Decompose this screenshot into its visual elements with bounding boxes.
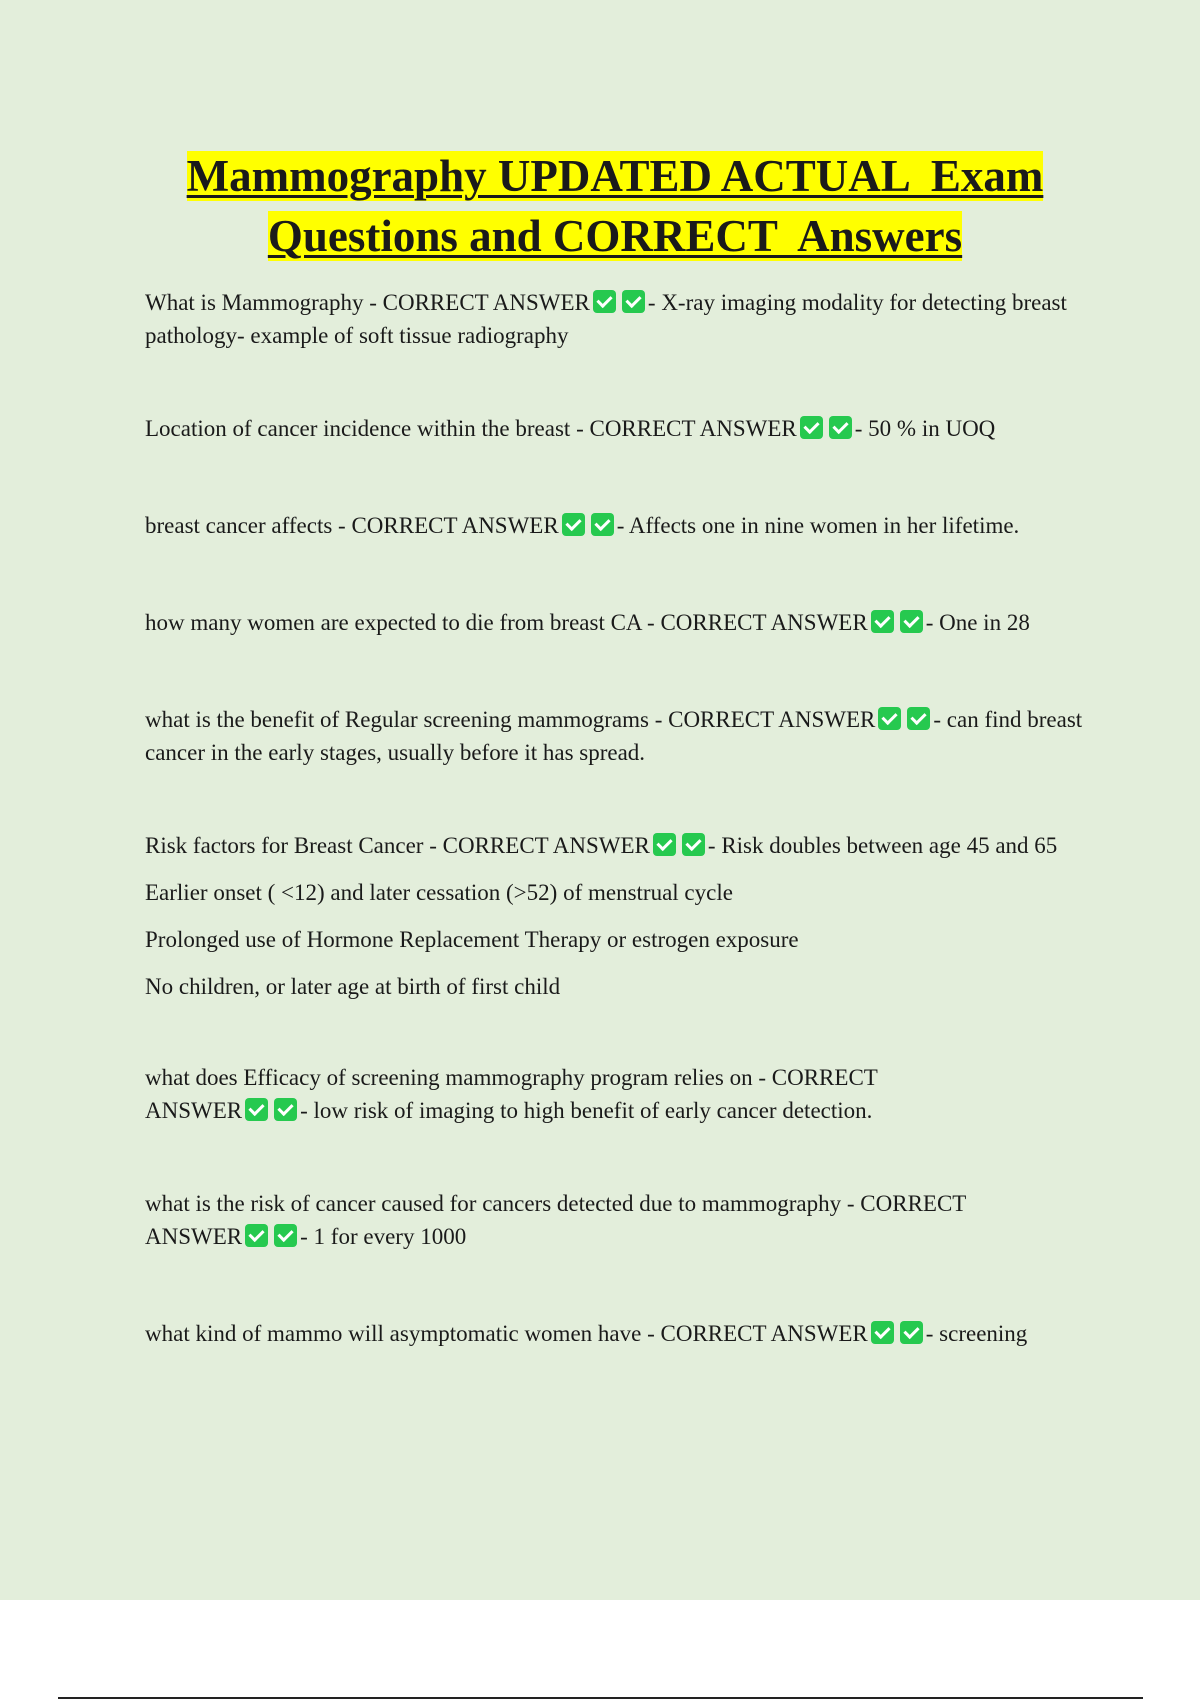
answer-label: CORRECT ANSWER bbox=[668, 707, 876, 732]
answer-text: Affects one in nine women in her lifetime. bbox=[628, 513, 1020, 538]
qa-item bbox=[145, 703, 1085, 769]
question-text: what is the risk of cancer caused for cancers detected due to mammography bbox=[145, 1191, 842, 1216]
qa-item bbox=[145, 412, 1085, 445]
qa-item bbox=[145, 1187, 1085, 1253]
qa-paragraph: what is the benefit of Regular screening mammograms - CORRECT ANSWER - can find breast cancer in the early stages, usually before it has spread. bbox=[145, 707, 1083, 765]
question-text: Location of cancer incidence within the breast bbox=[145, 416, 571, 441]
answer-text: Risk doubles between age 45 and 65 bbox=[721, 833, 1058, 858]
qa-paragraph: what is the risk of cancer caused for cancers detected due to mammography - CORRECT ANSWER - 1 for every 1000 bbox=[145, 1191, 966, 1249]
answer-text: X-ray imaging modality for detecting breast pathology- example of soft tissue radiography bbox=[145, 290, 1067, 348]
check-icon bbox=[871, 610, 894, 633]
qa-item bbox=[145, 829, 1085, 1003]
check-icon bbox=[245, 1224, 268, 1247]
document-title bbox=[145, 146, 1085, 266]
answer-text: 1 for every 1000 bbox=[313, 1224, 467, 1249]
question-text: Risk factors for Breast Cancer bbox=[145, 833, 424, 858]
qa-item bbox=[145, 1317, 1085, 1350]
answer-label: CORRECT ANSWER bbox=[442, 833, 650, 858]
qa-item bbox=[145, 606, 1085, 639]
answer-label: CORRECT ANSWER bbox=[660, 1321, 868, 1346]
check-icon bbox=[593, 290, 616, 313]
footer-divider bbox=[58, 1697, 1143, 1699]
qa-item bbox=[145, 509, 1085, 542]
check-icon bbox=[274, 1224, 297, 1247]
check-icon bbox=[800, 416, 823, 439]
title-line-1: Mammography UPDATED ACTUAL Exam bbox=[186, 151, 1044, 201]
question-text: what does Efficacy of screening mammography program relies on bbox=[145, 1065, 753, 1090]
risk-factor-line: Prolonged use of Hormone Replacement Therapy or estrogen exposure bbox=[145, 927, 799, 952]
answer-text: One in 28 bbox=[939, 610, 1030, 635]
qa-paragraph: Location of cancer incidence within the breast - CORRECT ANSWER - 50 % in UOQ bbox=[145, 416, 996, 441]
check-icon bbox=[829, 416, 852, 439]
answer-text: screening bbox=[939, 1321, 1028, 1346]
answer-label: CORRECT ANSWER bbox=[145, 1065, 878, 1123]
qa-item bbox=[145, 1061, 1085, 1127]
question-text: What is Mammography bbox=[145, 290, 364, 315]
qa-paragraph: what does Efficacy of screening mammography program relies on - CORRECT ANSWER - low risk of imaging to high benefit of early cancer detection. bbox=[145, 1065, 878, 1123]
check-icon bbox=[900, 1321, 923, 1344]
risk-factor-line: Earlier onset ( <12) and later cessation (>52) of menstrual cycle bbox=[145, 880, 733, 905]
answer-label: CORRECT ANSWER bbox=[660, 610, 868, 635]
check-icon bbox=[245, 1098, 268, 1121]
answer-text: low risk of imaging to high benefit of early cancer detection. bbox=[313, 1098, 873, 1123]
qa-paragraph: What is Mammography - CORRECT ANSWER - X-ray imaging modality for detecting breast pathology- example of soft tissue radiography bbox=[145, 290, 1067, 348]
check-icon bbox=[878, 707, 901, 730]
check-icon bbox=[591, 513, 614, 536]
answer-label: CORRECT ANSWER bbox=[382, 290, 590, 315]
check-icon bbox=[653, 833, 676, 856]
answer-text: 50 % in UOQ bbox=[868, 416, 996, 441]
check-icon bbox=[682, 833, 705, 856]
answer-label: CORRECT ANSWER bbox=[589, 416, 797, 441]
question-text: what is the benefit of Regular screening mammograms bbox=[145, 707, 649, 732]
qa-item bbox=[145, 286, 1085, 352]
question-text: how many women are expected to die from breast CA bbox=[145, 610, 642, 635]
answer-label: CORRECT ANSWER bbox=[145, 1191, 966, 1249]
answer-text: can find breast cancer in the early stages, usually before it has spread. bbox=[145, 707, 1083, 765]
document-content bbox=[145, 0, 1085, 1350]
check-icon bbox=[274, 1098, 297, 1121]
question-text: breast cancer affects bbox=[145, 513, 333, 538]
check-icon bbox=[871, 1321, 894, 1344]
check-icon bbox=[562, 513, 585, 536]
qa-paragraph: breast cancer affects - CORRECT ANSWER - Affects one in nine women in her lifetime. bbox=[145, 513, 1020, 538]
question-text: what kind of mammo will asymptomatic women have bbox=[145, 1321, 642, 1346]
qa-paragraph: Risk factors for Breast Cancer - CORRECT ANSWER - Risk doubles between age 45 and 65 bbox=[145, 833, 1058, 858]
answer-label: CORRECT ANSWER bbox=[351, 513, 559, 538]
qa-paragraph: how many women are expected to die from breast CA - CORRECT ANSWER - One in 28 bbox=[145, 610, 1030, 635]
check-icon bbox=[907, 707, 930, 730]
risk-factor-line: No children, or later age at birth of first child bbox=[145, 974, 561, 999]
check-icon bbox=[900, 610, 923, 633]
check-icon bbox=[622, 290, 645, 313]
qa-paragraph: what kind of mammo will asymptomatic women have - CORRECT ANSWER - screening bbox=[145, 1321, 1028, 1346]
title-line-2: Questions and CORRECT Answers bbox=[267, 211, 963, 261]
